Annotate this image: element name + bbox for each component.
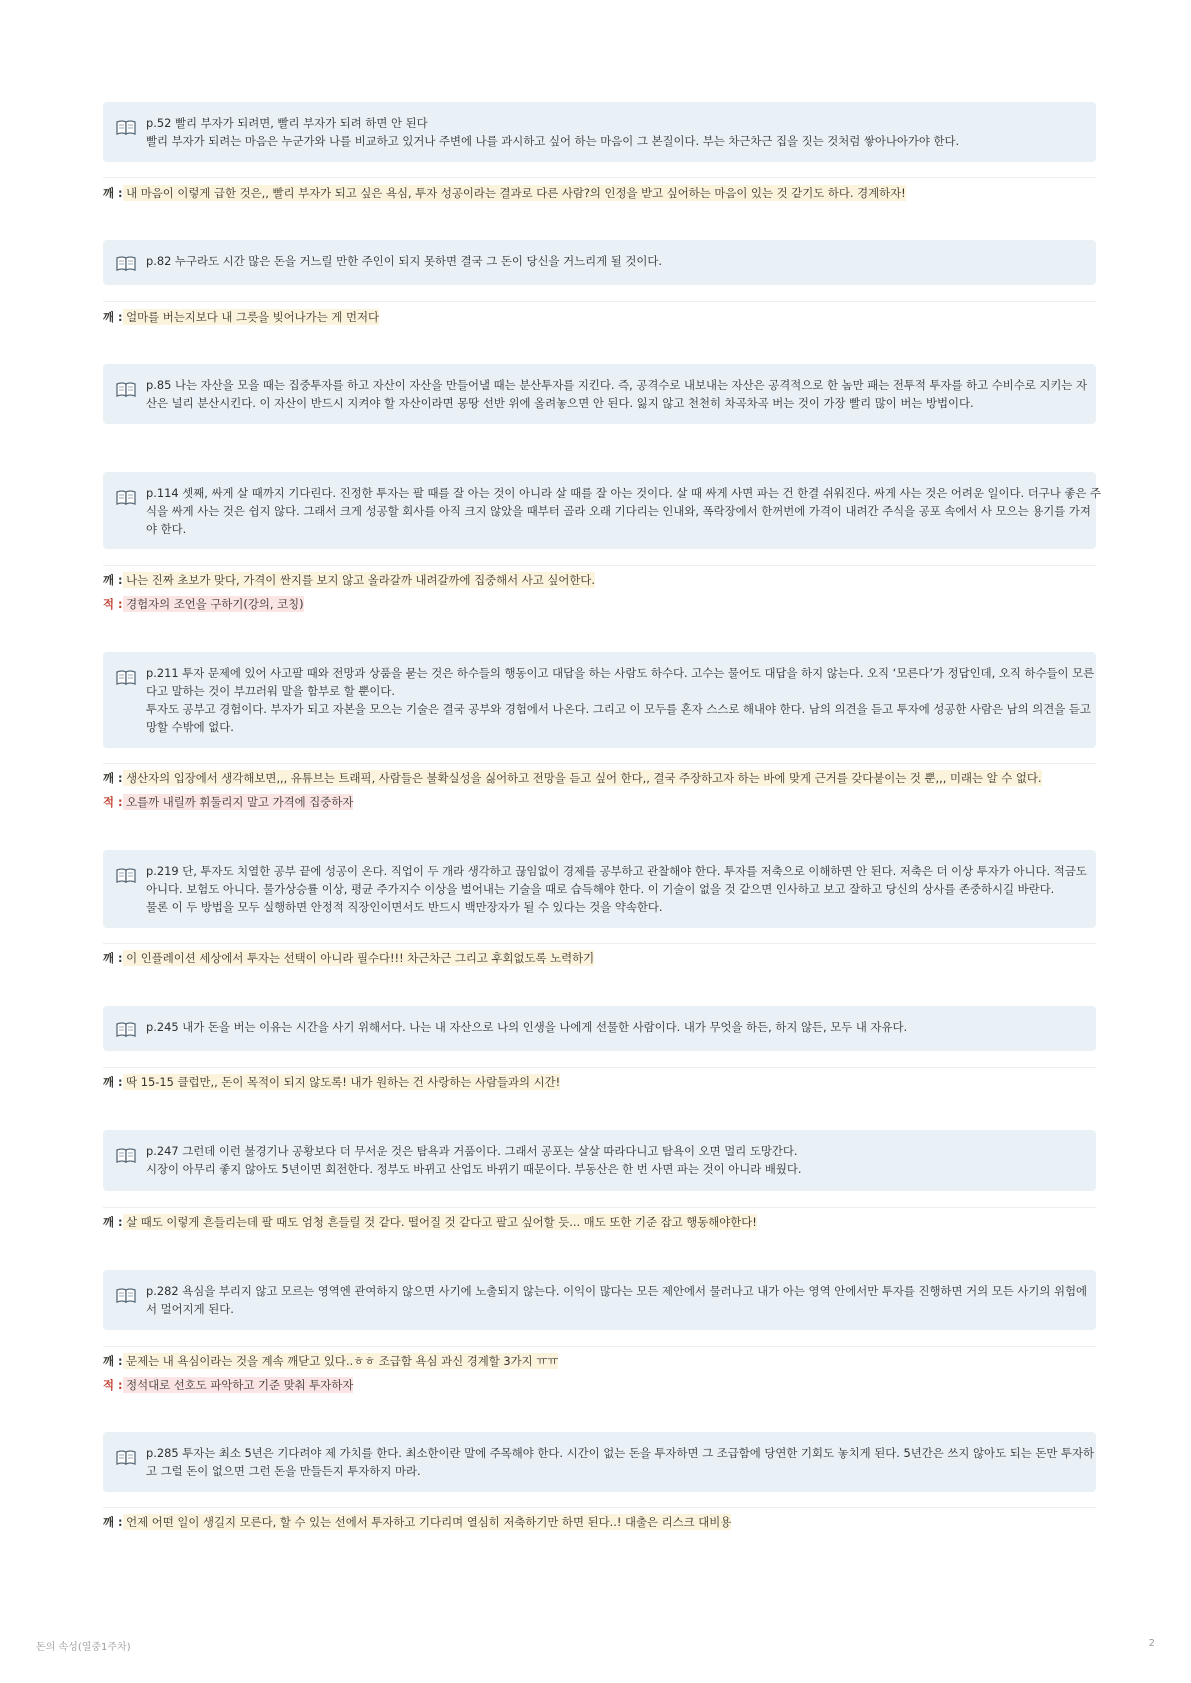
note-realization: [103, 769, 1042, 787]
quote-line: p.247 그런데 이런 불경기나 공황보다 더 무서운 것은 탐욕과 거품이다. 그래서 공포는 살살 따라다니고 탐욕이 오면 멀리 도망간다.: [146, 1144, 798, 1158]
quote-block: [103, 472, 1102, 549]
note-tag: 적 :: [103, 795, 123, 809]
quote-line: 물론 이 두 방법을 모두 실행하면 안정적 직장인이면서도 반드시 백만장자가 될 수 있다는 것을 약속한다.: [146, 900, 663, 914]
quote-line: p.85 나는 자산을 모을 때는 집중투자를 하고 자산이 자산을 만들어낼 때는 분산투자를 지킨다. 즉, 공격수로 내보내는 자산은 공격적으로 한 놈만 패는 전투적 투자를 하고 수비수로 지키는 자: [146, 378, 1087, 392]
note-tag: 깨 :: [103, 573, 123, 587]
quote-line: p.114 셋째, 싸게 살 때까지 기다린다. 진정한 투자는 팔 때를 잘 아는 것이 아니라 살 때를 잘 아는 것이다. 살 때 싸게 사면 파는 건 한결 쉬워진다. 싸게 사는 것은 어려운 일이다. 더구나 좋은 주: [146, 486, 1102, 500]
note-realization: [103, 949, 594, 967]
note-text: 나는 진짜 초보가 맞다, 가격이 싼지를 보지 않고 올라갈까 내려갈까에 집중해서 사고 싶어한다.: [122, 573, 595, 587]
note-text: 문제는 내 욕심이라는 것을 계속 깨닫고 있다..ㅎㅎ 조급함 욕심 과신 경계할 3가지 ㅠㅠ: [122, 1354, 559, 1368]
open-book-icon: [115, 1448, 137, 1466]
note-text: 생산자의 입장에서 생각해보면,,, 유튜브는 트래픽, 사람들은 불확실성을 싫어하고 전망을 듣고 싶어 한다,, 결국 주장하고자 하는 바에 맞게 근거를 갖다붙이는 것 뿐,,, 미래는 알 수 없다.: [122, 771, 1042, 785]
quote-line: 야 한다.: [146, 522, 187, 536]
note-realization: [103, 1213, 757, 1231]
quote-line: 고 그럴 돈이 없으면 그런 돈을 만들든지 투자하지 마라.: [146, 1464, 421, 1478]
note-text: 살 때도 이렇게 흔들리는데 팔 때도 엄청 흔들릴 것 같다. 떨어질 것 같다고 팔고 싶어할 듯... 매도 또한 기준 잡고 행동해야한다!: [122, 1215, 757, 1229]
quote-block: [103, 364, 1096, 424]
note-realization: [103, 571, 595, 589]
note-tag: 깨 :: [103, 1354, 123, 1368]
footer-title: 돈의 속성(열중1주차): [36, 1642, 131, 1653]
divider: [103, 763, 1096, 764]
quote-line: p.82 누구라도 시간 많은 돈을 거느릴 만한 주인이 되지 못하면 결국 그 돈이 당신을 거느리게 될 것이다.: [146, 254, 663, 268]
quote-line: 산은 널리 분산시킨다. 이 자산이 반드시 지켜야 할 자산이라면 몽땅 선반 위에 올려놓으면 안 된다. 잃지 않고 천천히 차곡차곡 버는 것이 가장 빨리 많이 버는 방법이다.: [146, 396, 974, 410]
open-book-icon: [115, 1020, 137, 1038]
note-tag: 깨 :: [103, 951, 123, 965]
open-book-icon: [115, 1146, 137, 1164]
quote-line: 식을 싸게 사는 것은 쉽지 않다. 그래서 크게 성공할 회사를 아직 크지 않았을 때부터 골라 오래 기다리는 인내와, 폭락장에서 한꺼번에 가격이 내려간 주식을 공포 속에서 사 모으는 용기를 가져: [146, 504, 1091, 518]
divider: [103, 1207, 1096, 1208]
divider: [103, 301, 1096, 302]
note-application: [103, 595, 304, 613]
note-realization: [103, 1352, 558, 1370]
note-tag: 깨 :: [103, 1515, 123, 1529]
note-tag: 적 :: [103, 1378, 123, 1392]
note-realization: [103, 308, 379, 326]
note-text: 언제 어떤 일이 생길지 모른다, 할 수 있는 선에서 투자하고 기다리며 열심히 저축하기만 하면 된다..! 대출은 리스크 대비용: [122, 1515, 732, 1529]
note-text: 경험자의 조언을 구하기(강의, 코칭): [122, 597, 304, 611]
divider: [103, 565, 1096, 566]
quote-block: [103, 1130, 1096, 1191]
open-book-icon: [115, 118, 137, 136]
open-book-icon: [115, 668, 137, 686]
note-tag: 깨 :: [103, 771, 123, 785]
divider: [103, 1507, 1096, 1508]
quote-line: 망할 수밖에 없다.: [146, 720, 234, 734]
quote-block: [103, 1432, 1096, 1492]
quote-block: [103, 652, 1096, 748]
quote-line: 서 멀어지게 된다.: [146, 1302, 234, 1316]
note-application: [103, 1376, 353, 1394]
note-text: 이 인플레이션 세상에서 투자는 선택이 아니라 필수다!!! 차근차근 그리고 후회없도록 노력하기: [122, 951, 595, 965]
quote-line: 빨리 부자가 되려는 마음은 누군가와 나를 비교하고 있거나 주변에 나를 과시하고 싶어 하는 마음이 그 본질이다. 부는 차근차근 집을 짓는 것처럼 쌓아나아가야 한다.: [146, 134, 960, 148]
quote-block: [103, 1270, 1096, 1330]
quote-line: p.219 단, 투자도 치열한 공부 끝에 성공이 온다. 직업이 두 개라 생각하고 끊임없이 경제를 공부하고 관찰해야 한다. 투자를 저축으로 이해하면 안 된다. 저축은 더 이상 투자가 아니다. 적금도: [146, 864, 1087, 878]
quote-block: [103, 102, 1096, 162]
note-text: 얼마를 버는지보다 내 그릇을 빚어나가는 게 먼저다: [122, 310, 379, 324]
divider: [103, 1346, 1096, 1347]
open-book-icon: [115, 1286, 137, 1304]
quote-line: p.245 내가 돈을 버는 이유는 시간을 사기 위해서다. 나는 내 자산으로 나의 인생을 나에게 선물한 사람이다. 내가 무엇을 하든, 하지 않든, 모두 내 자유다.: [146, 1020, 908, 1034]
note-tag: 깨 :: [103, 310, 123, 324]
quote-block: [103, 1006, 1096, 1051]
note-tag: 깨 :: [103, 1215, 123, 1229]
quote-line: p.52 빨리 부자가 되려면, 빨리 부자가 되려 하면 안 된다: [146, 116, 428, 130]
quote-line: 투자도 공부고 경험이다. 부자가 되고 자본을 모으는 기술은 결국 공부와 경험에서 나온다. 그리고 이 모두를 혼자 스스로 해내야 한다. 남의 의견을 듣고 투자에 성공한 사람은 남의 의견을 듣고: [146, 702, 1091, 716]
divider: [103, 177, 1096, 178]
note-application: [103, 793, 353, 811]
quote-line: p.282 욕심을 부리지 않고 모르는 영역엔 관여하지 않으면 사기에 노출되지 않는다. 이익이 많다는 모든 제안에서 물러나고 내가 아는 영역 안에서만 투자를 진행하면 거의 모든 사기의 위험에: [146, 1284, 1087, 1298]
open-book-icon: [115, 254, 137, 272]
note-tag: 깨 :: [103, 186, 123, 200]
note-text: 정석대로 선호도 파악하고 기준 맞춰 투자하자: [122, 1378, 354, 1392]
quote-line: 시장이 아무리 좋지 않아도 5년이면 회전한다. 정부도 바뀌고 산업도 바뀌기 때문이다. 부동산은 한 번 사면 파는 것이 아니라 배웠다.: [146, 1162, 802, 1176]
divider: [103, 1067, 1096, 1068]
open-book-icon: [115, 488, 137, 506]
quote-line: 다고 말하는 것이 부끄러워 말을 함부로 할 뿐이다.: [146, 684, 396, 698]
note-text: 오를까 내릴까 휘둘리지 말고 가격에 집중하자: [122, 795, 354, 809]
note-text: 내 마음이 이렇게 급한 것은,, 빨리 부자가 되고 싶은 욕심, 투자 성공이라는 결과로 다른 사람?의 인정을 받고 싶어하는 마음이 있는 것 같기도 하다. 경계하자!: [122, 186, 906, 200]
note-tag: 깨 :: [103, 1075, 123, 1089]
quote-line: p.211 투자 문제에 있어 사고팔 때와 전망과 상품을 묻는 것은 하수들의 행동이고 대답을 하는 사람도 하수다. 고수는 물어도 대답을 하지 않는다. 오직 ‘모른다’가 정답인데, 오직 하수들이 모른: [146, 666, 1095, 680]
note-realization: [103, 1073, 560, 1091]
quote-block: [103, 850, 1096, 928]
note-tag: 적 :: [103, 597, 123, 611]
note-text: 딱 15-15 클럽만,, 돈이 목적이 되지 않도록! 내가 원하는 건 사랑하는 사람들과의 시간!: [122, 1075, 561, 1089]
note-realization: [103, 1513, 731, 1531]
page-number: 2: [1148, 1638, 1155, 1649]
quote-block: [103, 240, 1096, 285]
quote-line: 아니다. 보험도 아니다. 물가상승률 이상, 평균 주가지수 이상을 벌어내는 기술을 때로 습득해야 한다. 이 기술이 없을 것 같으면 인사하고 보고 잘하고 당신의 상사를 존중하시길 바란다.: [146, 882, 1055, 896]
divider: [103, 943, 1096, 944]
note-realization: [103, 184, 906, 202]
open-book-icon: [115, 866, 137, 884]
quote-line: p.285 투자는 최소 5년은 기다려야 제 가치를 한다. 최소한이란 말에 주목해야 한다. 시간이 없는 돈을 투자하면 그 조급함에 당연한 기회도 놓치게 된다. 5년간은 쓰지 않아도 되는 돈만 투자하: [146, 1446, 1094, 1460]
open-book-icon: [115, 380, 137, 398]
